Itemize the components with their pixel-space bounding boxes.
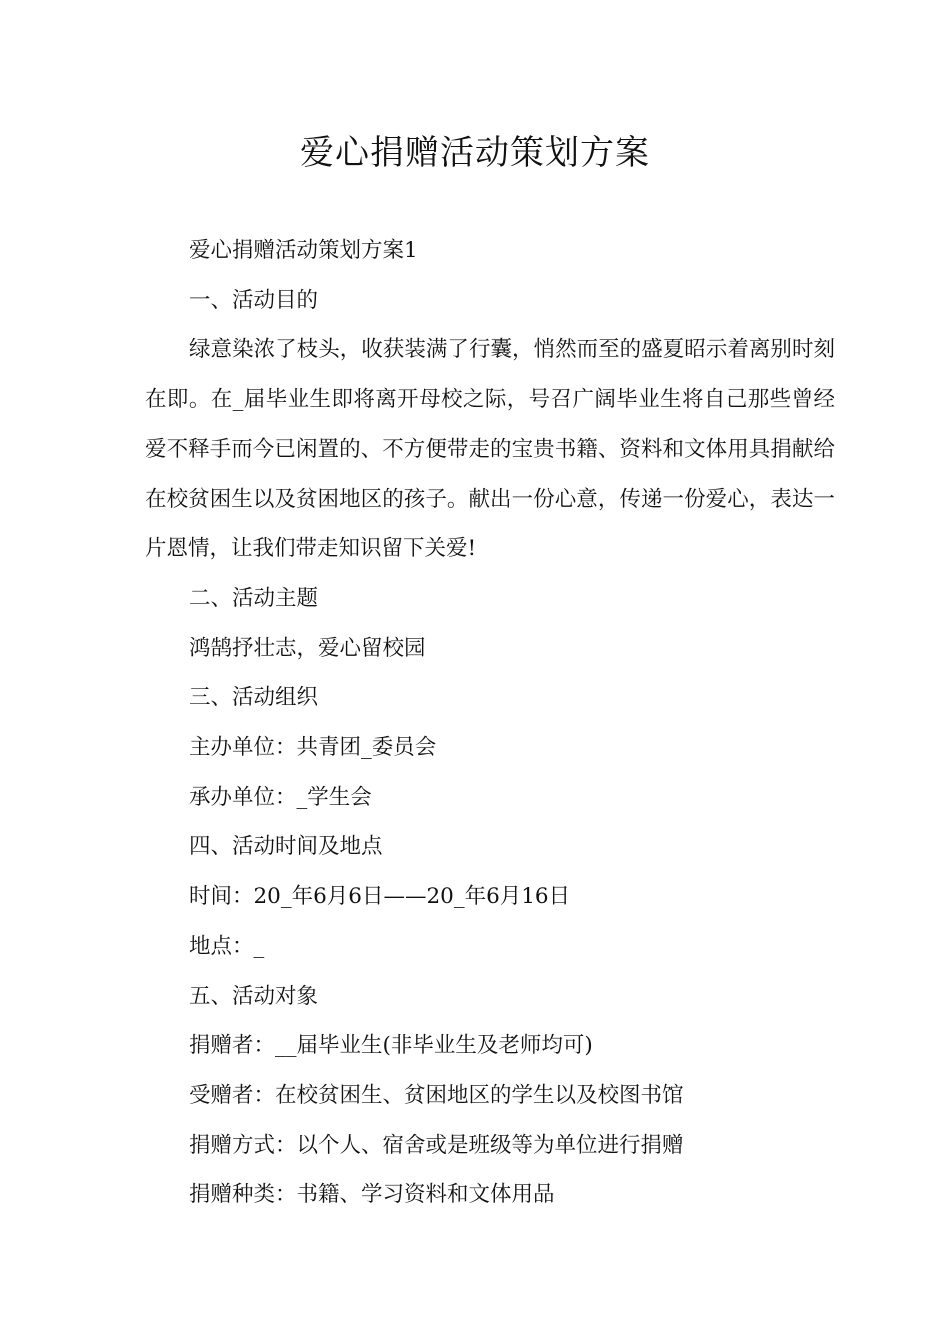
section-heading-organization: 三、活动组织 — [189, 685, 319, 711]
donor-line: 捐赠者：__届毕业生(非毕业生及老师均可) — [189, 1033, 593, 1059]
donation-method-line: 捐赠方式：以个人、宿舍或是班级等为单位进行捐赠 — [189, 1132, 684, 1158]
co-organizer-line: 承办单位：_学生会 — [189, 784, 372, 810]
purpose-paragraph: 绿意染浓了枝头，收获装满了行囊，悄然而至的盛夏昭示着离别时刻在即。在_届毕业生即将离开母校之际，号召广阔毕业生将自己那些曾经爱不释手而今已闲置的、不方便带走的宝贵书籍、资料和文体用具捐献给在校贫困生以及贫困地区的孩子。献出一份心意，传递一份爱心，表达一片恩情，让我们带走知识留下关爱! — [145, 337, 835, 562]
section-heading-plan: 爱心捐赠活动策划方案1 — [189, 238, 418, 263]
organizer-line: 主办单位：共青团_委员会 — [189, 735, 437, 761]
section-heading-participants: 五、活动对象 — [189, 983, 319, 1009]
theme-text: 鸿鹄抒壮志，爱心留校园 — [189, 635, 426, 661]
document-body — [145, 226, 835, 1220]
document-title: 爱心捐赠活动策划方案 — [300, 133, 650, 173]
section-heading-time-place: 四、活动时间及地点 — [189, 834, 383, 860]
time-line: 时间：20_年6月6日——20_年6月16日 — [189, 884, 571, 910]
recipient-line: 受赠者：在校贫困生、贫困地区的学生以及校图书馆 — [189, 1082, 684, 1108]
place-line: 地点：_ — [189, 933, 265, 959]
section-heading-theme: 二、活动主题 — [189, 585, 319, 611]
donation-category-line: 捐赠种类：书籍、学习资料和文体用品 — [189, 1182, 555, 1208]
section-heading-purpose: 一、活动目的 — [189, 287, 319, 313]
